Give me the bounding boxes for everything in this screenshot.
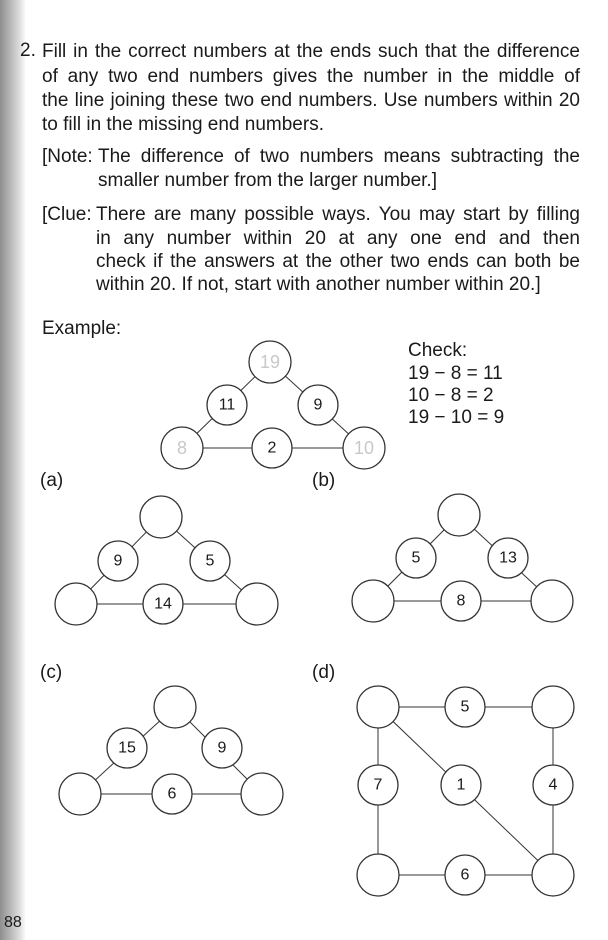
part-d-top-left-blank-circle[interactable] — [357, 686, 399, 728]
part-c-right-blank-circle[interactable] — [241, 773, 283, 815]
part-a-bottom-middle-value: 14 — [154, 595, 172, 613]
part-b-bottom-middle-value: 8 — [456, 592, 466, 610]
question-line-4: to fill in the missing end numbers. — [42, 114, 324, 135]
question-number: 2. — [20, 40, 36, 61]
note-line-1: The difference of two numbers means subtracting the — [98, 146, 580, 167]
part-b-left-blank-circle[interactable] — [352, 580, 394, 622]
part-b-right-middle-value: 13 — [499, 549, 517, 567]
part-d-left-middle-value: 7 — [373, 776, 383, 794]
example-right-value: 10 — [353, 438, 375, 458]
example-left-value: 8 — [176, 438, 188, 458]
note-line-2: smaller number from the larger number.] — [98, 170, 437, 191]
part-d-right-middle-value: 4 — [548, 776, 558, 794]
clue-line-1: There are many possible ways. You may start by filling — [96, 204, 580, 225]
part-c-left-blank-circle[interactable] — [59, 773, 101, 815]
part-d-label: (d) — [312, 662, 336, 683]
question-line-2: of any two end numbers gives the number in the middle of — [42, 66, 580, 87]
part-d-bottom-right-blank-circle[interactable] — [532, 854, 574, 896]
part-c-right-middle-value: 9 — [217, 739, 227, 757]
page-number: 88 — [4, 914, 22, 931]
clue-line-4: within 20. If not, start with another number within 20.] — [96, 274, 541, 295]
check-line-2: 10 − 8 = 2 — [408, 385, 494, 406]
part-c-left-middle-value: 15 — [118, 739, 136, 757]
check-title: Check: — [408, 340, 468, 361]
part-c-label: (c) — [40, 662, 63, 683]
part-b-top-blank-circle[interactable] — [438, 494, 480, 536]
part-c-bottom-middle-value: 6 — [167, 785, 177, 803]
clue-label: [Clue: — [42, 204, 92, 225]
part-a-label: (a) — [40, 470, 64, 491]
part-b-label: (b) — [312, 470, 336, 491]
check-line-1: 19 − 8 = 11 — [408, 363, 503, 384]
part-b-left-middle-value: 5 — [411, 549, 421, 567]
note-label: [Note: — [42, 146, 93, 167]
part-d-diagonal-middle-value: 1 — [456, 776, 466, 794]
clue-line-3: check if the answers at the other two ends can both be — [96, 251, 580, 272]
part-a-left-middle-value: 9 — [113, 552, 123, 570]
part-a-right-blank-circle[interactable] — [236, 583, 278, 625]
part-d-bottom-left-blank-circle[interactable] — [357, 854, 399, 896]
part-d-bottom-middle-value: 6 — [460, 866, 470, 884]
clue-line-2: in any number within 20 at any one end and then — [96, 228, 580, 249]
part-d-top-middle-value: 5 — [460, 698, 470, 716]
part-c-top-blank-circle[interactable] — [154, 686, 196, 728]
part-a-top-blank-circle[interactable] — [140, 496, 182, 538]
example-bottom-middle-value: 2 — [267, 439, 277, 457]
example-label: Example: — [42, 318, 122, 339]
part-a-left-blank-circle[interactable] — [55, 583, 97, 625]
example-right-middle-value: 9 — [313, 396, 323, 414]
question-line-3: the line joining these two end numbers. Use numbers within 20 — [42, 90, 580, 111]
part-b-right-blank-circle[interactable] — [531, 580, 573, 622]
part-a-right-middle-value: 5 — [205, 552, 215, 570]
example-top-value: 19 — [259, 352, 281, 372]
example-left-middle-value: 11 — [218, 396, 236, 414]
part-d-top-right-blank-circle[interactable] — [532, 686, 574, 728]
question-line-1: Fill in the correct numbers at the ends such that the difference — [42, 41, 580, 62]
check-line-3: 19 − 10 = 9 — [408, 407, 505, 428]
